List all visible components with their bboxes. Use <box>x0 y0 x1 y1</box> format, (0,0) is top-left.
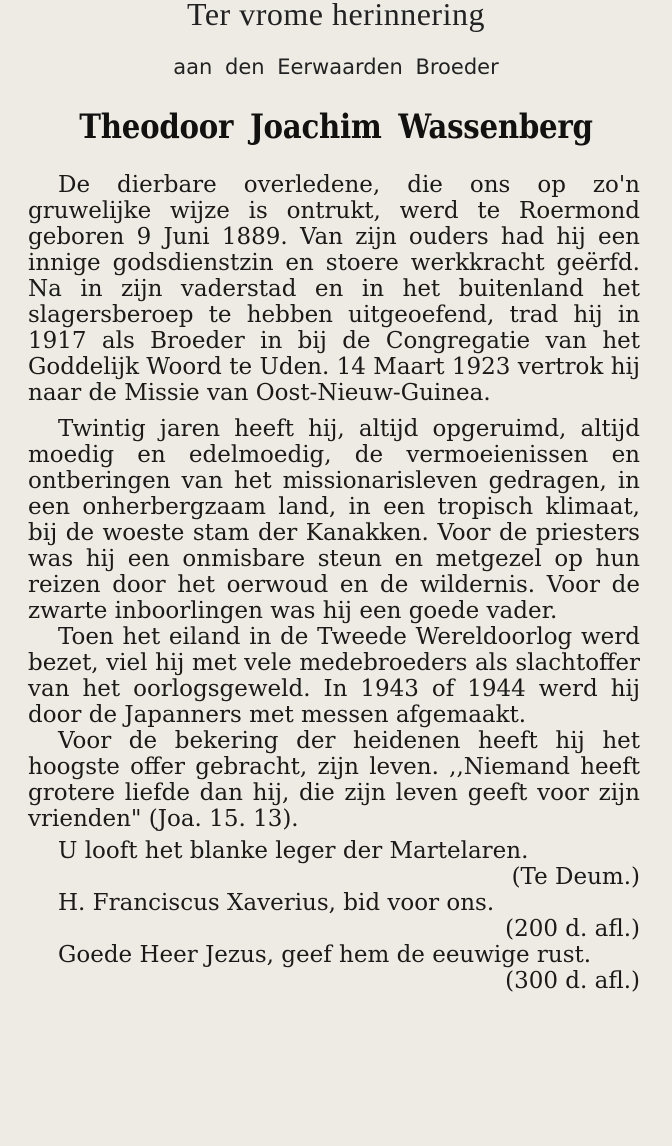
prayer-source: (300 d. afl.) <box>505 968 640 994</box>
deceased-name: Theodoor Joachim Wassenberg <box>79 107 593 147</box>
prayer-line: U looft het blanke leger der Martelaren. <box>58 838 529 864</box>
paragraph-biography: De dierbare overledene, die ons op zo'n gruwelijke wijze is ontrukt, werd te Roermond geboren 9 Juni 1889. Van zijn ouders had hij een innige godsdienstzin en stoere werkkracht geërfd. Na in zijn vaderstad en in het buitenland het slagersberoep te hebben uitgeoefend, trad hij in 1917 als Broeder in bij de Congregatie van het Goddelijk Woord te Uden. 14 Maart 1923 vertrok hij naar de Missie van Oost-Nieuw-Guinea. <box>28 172 640 406</box>
paragraph-death: Toen het eiland in de Tweede Wereldoorlog werd bezet, viel hij met vele medebroeders als slachtoffer van het oorlogsgeweld. In 1943 of 1944 werd hij door de Japanners met messen afgemaakt. <box>28 624 640 728</box>
paragraph-sacrifice: Voor de bekering der heidenen heeft hij het hoogste offer gebracht, zijn leven. ,,Niemand heeft grotere liefde dan hij, die zijn leven geeft voor zijn vrienden" (Joa. 15. 13). <box>28 728 640 832</box>
prayer-source: (200 d. afl.) <box>505 916 640 942</box>
memorial-text <box>28 172 640 994</box>
heading-title: Ter vrome herinnering <box>187 0 485 32</box>
prayer-source: (Te Deum.) <box>511 864 640 890</box>
prayer-line: Goede Heer Jezus, geef hem de eeuwige rust. <box>58 942 592 968</box>
paragraph-missionary-life: Twintig jaren heeft hij, altijd opgeruimd, altijd moedig en edelmoedig, de vermoeienissen en ontberingen van het missionarisleven gedragen, in een onherbergzaam land, in een tropisch klimaat, bij de woeste stam der Kanakken. Voor de priesters was hij een onmisbare steun en metgezel op hun reizen door het oerwoud en de wildernis. Voor de zwarte inboorlingen was hij een goede vader. <box>28 416 640 624</box>
heading-subtitle: aan den Eerwaarden Broeder <box>173 55 499 79</box>
prayer-line: H. Franciscus Xaverius, bid voor ons. <box>58 890 495 916</box>
